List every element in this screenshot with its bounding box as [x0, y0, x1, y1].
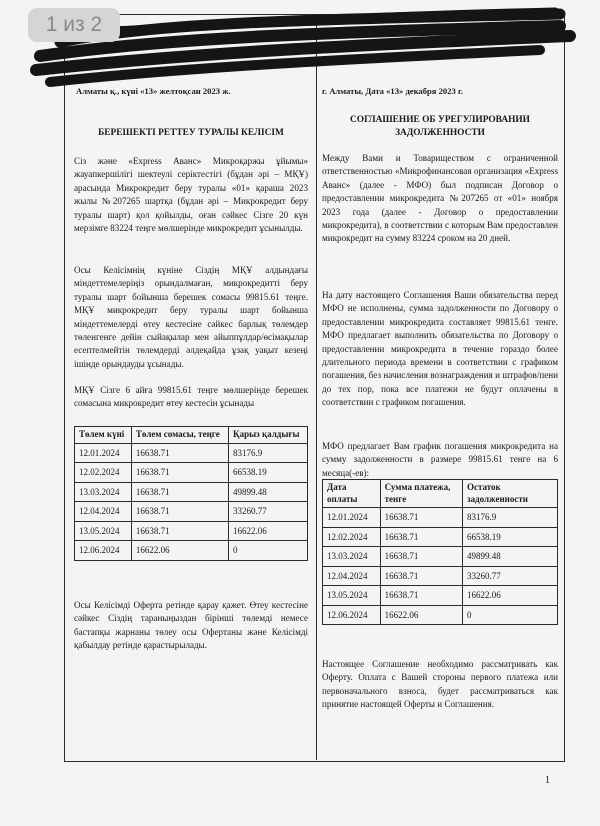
- table-cell: 16638.71: [131, 521, 228, 541]
- payment-schedule-table-kz: [74, 426, 308, 561]
- table-cell: 16638.71: [380, 508, 462, 528]
- table-cell: 13.05.2024: [75, 521, 132, 541]
- intro-paragraph-kz: Сіз және «Express Аванс» Микроқаржы ұйымы» жауапкершілігі шектеулі серіктестігі (бұдан әрі – МҚҰ) арасында Микрокредит беру туралы «01» қараша 2023 жылы №207265 шартқа (бұдан әрі – Микрокредит беру туралы шарт) қол қойылды, оған сәйкес Сізге 20 күн мерзімге 83224 теңге мөлшерінде микрокредит ұсынылды.: [74, 156, 308, 234]
- table-cell: 49899.48: [462, 547, 557, 567]
- table-row: [323, 605, 558, 625]
- table-row: [323, 508, 558, 528]
- table-row: [323, 586, 558, 606]
- table-header-cell: Төлем күні: [75, 427, 132, 444]
- schedule-intro-kz: МҚҰ Сізге 6 айға 99815.61 теңге мөлшерінде берешек сомасына микрокредит өтеу кестесін ұсынады: [74, 385, 308, 409]
- kazakh-column: [74, 14, 308, 760]
- table-cell: 13.03.2024: [75, 482, 132, 502]
- table-cell: 33260.77: [462, 566, 557, 586]
- obligations-paragraph-ru: На дату настоящего Соглашения Ваши обязательства перед МФО не исполнены, сумма задолженности по Договору о предоставлении микрокредита составляет 99815.61 тенге. МФО предлагает выполнить обязательства по Договору о предоставлении микрокредита в течение гораздо более длительного периода времени в соответствии с графиком погашения, без начисления вознаграждения и штрафов/пени до тех пор, пока все платежи не будут оплачены в соответствии с графиком погашения.: [322, 290, 558, 408]
- table-cell: 83176.9: [229, 443, 308, 463]
- table-cell: 16638.71: [380, 527, 462, 547]
- table-cell: 16638.71: [131, 482, 228, 502]
- recipient-name-label: ФИО: [322, 30, 344, 40]
- obligations-paragraph-kz: Осы Келісімнің күніне Сіздің МҚҰ алдындағы міндеттемелеріңіз орындалмаған, микрокредитті беру туралы шарт бойынша берешек сомасы 99815.61 теңге. МҚҰ микрокредит беру туралы шарт бойынша міндеттемелерді өтеу кестесіне сәйкес барлық төлемдер төленгенге дейін сыйақылар мен айыппұлдар/өсімақылар есептелмейтін төлемдерді әлдеқайда ұзақ уақыт кезеңі ішінде орындауды ұсынады.: [74, 265, 308, 369]
- table-row: [323, 527, 558, 547]
- table-cell: 12.02.2024: [323, 527, 381, 547]
- table-row: [75, 502, 308, 522]
- table-cell: 12.01.2024: [75, 443, 132, 463]
- table-row: [323, 547, 558, 567]
- page-counter-badge: 1 из 2: [28, 8, 120, 42]
- table-cell: 33260.77: [229, 502, 308, 522]
- agreement-title-ru: СОГЛАШЕНИЕ ОБ УРЕГУЛИРОВАНИИ ЗАДОЛЖЕННОСТИ: [350, 115, 530, 138]
- table-cell: 16622.06: [131, 541, 228, 561]
- place-date-kz: Алматы қ., күні «13» желтоқсан 2023 ж.: [76, 86, 231, 96]
- table-cell: 49899.48: [229, 482, 308, 502]
- table-row: [75, 443, 308, 463]
- russian-column: [322, 14, 558, 760]
- page-number: 1: [545, 775, 550, 786]
- table-cell: 83176.9: [462, 508, 557, 528]
- table-cell: 16622.06: [229, 521, 308, 541]
- table-cell: 16638.71: [131, 502, 228, 522]
- table-cell: 66538.19: [462, 527, 557, 547]
- table-row: [75, 482, 308, 502]
- table-cell: 12.02.2024: [75, 463, 132, 483]
- table-cell: 16638.71: [131, 443, 228, 463]
- table-cell: 16638.71: [131, 463, 228, 483]
- offer-paragraph-kz: Осы Келісімді Оферта ретінде қарау қажет. Өтеу кестесіне сәйкес Сіздің тараныңыздан бірінші төлемді немесе бастапқы жарнаны төлеу осы Офертаны және Келісімді қабылдау ретінде қарастырылады.: [74, 600, 308, 651]
- table-cell: 16638.71: [380, 566, 462, 586]
- agreement-title-kz: БЕРЕШЕКТІ РЕТТЕУ ТУРАЛЫ КЕЛІСІМ: [98, 128, 284, 138]
- table-cell: 12.01.2024: [323, 508, 381, 528]
- table-cell: 16622.06: [380, 605, 462, 625]
- table-cell: 12.04.2024: [75, 502, 132, 522]
- offer-paragraph-ru: Настоящее Соглашение необходимо рассматривать как Оферту. Оплата с Вашей стороны первого платежа или первоначального взноса, будет рассматриваться как принятие настоящей Оферты и Соглашения.: [322, 659, 558, 710]
- table-row: [75, 521, 308, 541]
- table-header-row: [75, 427, 308, 444]
- schedule-intro-ru: МФО предлагает Вам график погашения микрокредита на сумму задолженности в размере 99815.61 тенге на 6 месяца(-ев):: [322, 441, 558, 478]
- table-cell: 0: [462, 605, 557, 625]
- table-cell: 0: [229, 541, 308, 561]
- table-cell: 16638.71: [380, 586, 462, 606]
- table-header-cell: Дата оплаты: [323, 480, 381, 508]
- table-row: [75, 463, 308, 483]
- place-date-ru: г. Алматы, Дата «13» декабря 2023 г.: [322, 86, 464, 96]
- table-cell: 16638.71: [380, 547, 462, 567]
- column-divider: [316, 14, 317, 760]
- table-cell: 12.04.2024: [323, 566, 381, 586]
- intro-paragraph-ru: Между Вами и Товариществом с ограниченной ответственностью «Микрофинансовая организация «Express Аванс» (далее - МФО) был подписан Договор о предоставлении микрокредита №207265 от «01» ноября 2023 года (далее - Договор о предоставлении микрокредита), в соответствии с которым Вам предоставлен микрокредит на сумму 83224 сроком на 20 дней.: [322, 153, 558, 244]
- table-cell: 16622.06: [462, 586, 557, 606]
- payment-schedule-table-ru: [322, 479, 558, 625]
- table-header-cell: Сумма платежа, тенге: [380, 480, 462, 508]
- table-header-row: [323, 480, 558, 508]
- table-cell: 12.06.2024: [323, 605, 381, 625]
- table-cell: 12.06.2024: [75, 541, 132, 561]
- table-row: [75, 541, 308, 561]
- table-cell: 66538.19: [229, 463, 308, 483]
- table-header-cell: Төлем сомасы, теңге: [131, 427, 228, 444]
- table-cell: 13.03.2024: [323, 547, 381, 567]
- table-header-cell: Остаток задолженности: [462, 480, 557, 508]
- table-header-cell: Қарыз қалдығы: [229, 427, 308, 444]
- table-cell: 13.05.2024: [323, 586, 381, 606]
- table-row: [323, 566, 558, 586]
